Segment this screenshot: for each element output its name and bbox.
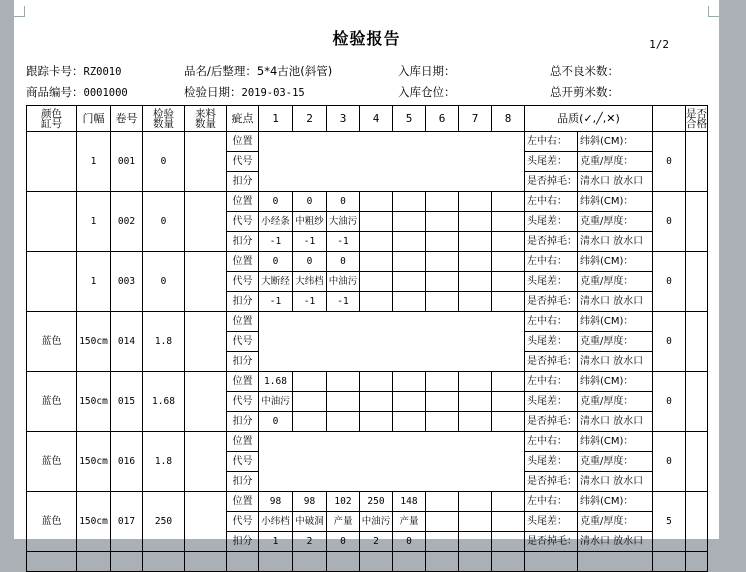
table-row: [27, 192, 708, 212]
header-roll: 卷号: [111, 106, 143, 132]
quality-label-left: 头尾差：: [525, 212, 578, 232]
track-number: 跟踪卡号：RZ0010: [26, 64, 122, 78]
defect-cell-code-8: [492, 392, 525, 412]
inspection-table: [26, 105, 708, 572]
defect-cell-pos-5: [393, 192, 426, 212]
defect-cell-pos-5: [393, 372, 426, 392]
quality-label-left: 头尾差：: [525, 152, 578, 172]
row-width: 1: [77, 252, 111, 312]
defect-cell-pos-4: 250: [360, 492, 393, 512]
defect-cell-pos-5: 148: [393, 492, 426, 512]
row-width: 1: [77, 132, 111, 192]
defect-cell-pos-6: [426, 492, 459, 512]
defect-cell-pos-2: [293, 372, 327, 392]
row-color: 蓝色: [27, 432, 77, 492]
defect-cell-code-5: [393, 272, 426, 292]
defect-cell-code-3: [327, 392, 360, 412]
defect-cell-pos-1: 0: [259, 192, 293, 212]
in-date: 入库日期：: [398, 64, 456, 78]
defect-cell-pos-8: [492, 192, 525, 212]
defect-cell-score-7: [459, 232, 492, 252]
row-roll: 014: [111, 312, 143, 372]
header-line: 数量: [195, 117, 216, 130]
defect-cell-score-3: 0: [327, 532, 360, 552]
row-color: [27, 252, 77, 312]
header-pass-blank: [653, 106, 686, 132]
quality-label-right: 克重/厚度：: [578, 512, 653, 532]
row-sub-label: 位置: [227, 492, 259, 512]
row-incoming: [185, 312, 227, 372]
row-result: 0: [653, 372, 686, 432]
quality-label-right: 清水口 放水口: [578, 172, 653, 192]
row-inspected: 1.8: [143, 432, 185, 492]
defect-cell-score-5: [393, 232, 426, 252]
defect-cell-score-6: [426, 292, 459, 312]
defect-cell-score-2: -1: [293, 232, 327, 252]
row-color: 蓝色: [27, 312, 77, 372]
defect-cell-pos-2: 0: [293, 192, 327, 212]
row-width: 150cm: [77, 492, 111, 552]
quality-label-left: 左中右：: [525, 372, 578, 392]
row-sub-label: 代号: [227, 212, 259, 232]
header-line: 缸号: [41, 117, 62, 130]
defect-cell-code-4: [360, 272, 393, 292]
product-name: 品名/后整理：5*4古池(斜管): [184, 64, 333, 78]
defect-cell-score-4: [360, 412, 393, 432]
row-sub-label: 代号: [227, 272, 259, 292]
quality-label-left: 是否掉毛：: [525, 292, 578, 312]
quality-label-left: 左中右：: [525, 252, 578, 272]
row-result: 0: [653, 192, 686, 252]
quality-label-left: 左中右：: [525, 312, 578, 332]
row-roll: 003: [111, 252, 143, 312]
defect-cell-code-8: [492, 272, 525, 292]
quality-label-right: 纬斜(CM)：: [578, 312, 653, 332]
quality-label-left: 是否掉毛：: [525, 232, 578, 252]
quality-label-left: 是否掉毛：: [525, 172, 578, 192]
defect-cell-score-7: [459, 292, 492, 312]
defect-cell-pos-3: 0: [327, 252, 360, 272]
defect-cell-score-1: -1: [259, 292, 293, 312]
defect-cell-score-5: [393, 292, 426, 312]
defect-cell-code-7: [459, 212, 492, 232]
defect-cell-pos-4: [360, 192, 393, 212]
header-line: 检验: [153, 107, 174, 120]
defect-cell-score-2: 2: [293, 532, 327, 552]
partial-cell: [426, 552, 459, 572]
header-col-3: 3: [327, 106, 360, 132]
defect-cell-score-8: [492, 412, 525, 432]
defect-cell-code-4: [360, 392, 393, 412]
header-line: 颜色: [41, 107, 62, 120]
defect-cell-score-6: [426, 412, 459, 432]
header-quality: 品质(✓,╱,✕): [525, 106, 653, 132]
defect-cell-code-1: 小纬档: [259, 512, 293, 532]
table-row: [27, 312, 708, 332]
partial-cell: [259, 552, 293, 572]
quality-label-right: 纬斜(CM)：: [578, 192, 653, 212]
defect-cell-code-5: [393, 212, 426, 232]
quality-label-left: 左中右：: [525, 432, 578, 452]
row-defect-empty: [259, 432, 525, 492]
crop-mark-tl: [14, 6, 25, 17]
row-pass: [686, 132, 708, 192]
storage-location: 入库仓位：: [398, 85, 456, 99]
report-sheet: [14, 0, 719, 547]
row-inspected: 1.68: [143, 372, 185, 432]
row-pass: [686, 492, 708, 552]
header-defect: 疵点: [227, 106, 259, 132]
quality-label-left: 头尾差：: [525, 392, 578, 412]
defect-cell-code-6: [426, 512, 459, 532]
defect-cell-score-1: -1: [259, 232, 293, 252]
row-width: 1: [77, 192, 111, 252]
table-row: [27, 492, 708, 512]
partial-cell: [686, 552, 708, 572]
check-date: 检验日期：2019-03-15: [184, 85, 305, 99]
partial-cell: [393, 552, 426, 572]
defect-cell-pos-7: [459, 192, 492, 212]
row-roll: 002: [111, 192, 143, 252]
quality-label-left: 是否掉毛：: [525, 412, 578, 432]
quality-label-right: 清水口 放水口: [578, 352, 653, 372]
row-incoming: [185, 192, 227, 252]
defect-cell-pos-6: [426, 252, 459, 272]
defect-cell-code-7: [459, 512, 492, 532]
quality-label-right: 纬斜(CM)：: [578, 132, 653, 152]
quality-label-right: 克重/厚度：: [578, 452, 653, 472]
defect-cell-code-3: 中油污: [327, 272, 360, 292]
quality-label-left: 头尾差：: [525, 452, 578, 472]
quality-label-left: 是否掉毛：: [525, 532, 578, 552]
header-col-8: 8: [492, 106, 525, 132]
partial-cell: [227, 552, 259, 572]
partial-cell: [185, 552, 227, 572]
quality-label-right: 清水口 放水口: [578, 532, 653, 552]
defect-cell-code-2: [293, 392, 327, 412]
defect-cell-code-8: [492, 212, 525, 232]
row-sub-label: 扣分: [227, 352, 259, 372]
row-sub-label: 位置: [227, 432, 259, 452]
row-sub-label: 代号: [227, 512, 259, 532]
partial-cell: [653, 552, 686, 572]
table-row: [27, 252, 708, 272]
total-bad-meters: 总不良米数：: [550, 64, 619, 78]
defect-cell-pos-2: 98: [293, 492, 327, 512]
row-sub-label: 扣分: [227, 232, 259, 252]
defect-cell-score-1: 0: [259, 412, 293, 432]
defect-cell-score-3: -1: [327, 232, 360, 252]
row-width: 150cm: [77, 432, 111, 492]
defect-cell-code-2: 中破洞: [293, 512, 327, 532]
defect-cell-code-3: 产量: [327, 512, 360, 532]
defect-cell-code-6: [426, 212, 459, 232]
defect-cell-pos-6: [426, 192, 459, 212]
row-width: 150cm: [77, 312, 111, 372]
defect-cell-code-1: 小经条: [259, 212, 293, 232]
header-line: 数量: [153, 117, 174, 130]
header-color: [27, 106, 77, 132]
defect-cell-code-6: [426, 392, 459, 412]
row-sub-label: 扣分: [227, 172, 259, 192]
defect-cell-code-2: 中粗纱: [293, 212, 327, 232]
row-sub-label: 位置: [227, 312, 259, 332]
table-row: [27, 132, 708, 152]
row-sub-label: 代号: [227, 392, 259, 412]
row-sub-label: 位置: [227, 252, 259, 272]
defect-cell-score-8: [492, 232, 525, 252]
partial-cell: [492, 552, 525, 572]
defect-cell-pos-7: [459, 372, 492, 392]
row-incoming: [185, 492, 227, 552]
header-row: [27, 106, 708, 132]
defect-cell-score-4: 2: [360, 532, 393, 552]
defect-cell-pos-6: [426, 372, 459, 392]
defect-cell-pos-3: 102: [327, 492, 360, 512]
defect-cell-pos-7: [459, 252, 492, 272]
defect-cell-score-3: [327, 412, 360, 432]
quality-label-right: 清水口 放水口: [578, 292, 653, 312]
row-sub-label: 扣分: [227, 532, 259, 552]
row-sub-label: 代号: [227, 452, 259, 472]
defect-cell-code-3: 大油污: [327, 212, 360, 232]
row-inspected: 0: [143, 132, 185, 192]
row-pass: [686, 312, 708, 372]
partial-cell: [327, 552, 360, 572]
defect-cell-code-1: 中油污: [259, 392, 293, 412]
quality-label-right: 克重/厚度：: [578, 152, 653, 172]
row-sub-label: 位置: [227, 192, 259, 212]
report-title: 检验报告: [332, 29, 401, 48]
header-col-5: 5: [393, 106, 426, 132]
row-inspected: 1.8: [143, 312, 185, 372]
row-pass: [686, 252, 708, 312]
defect-cell-pos-5: [393, 252, 426, 272]
defect-cell-pos-8: [492, 492, 525, 512]
quality-label-right: 纬斜(CM)：: [578, 492, 653, 512]
defect-cell-score-8: [492, 532, 525, 552]
header-col-1: 1: [259, 106, 293, 132]
header-col-2: 2: [293, 106, 327, 132]
defect-cell-score-6: [426, 232, 459, 252]
defect-cell-pos-1: 1.68: [259, 372, 293, 392]
defect-cell-code-7: [459, 272, 492, 292]
defect-cell-score-5: [393, 412, 426, 432]
quality-label-left: 是否掉毛：: [525, 352, 578, 372]
row-incoming: [185, 132, 227, 192]
defect-cell-code-6: [426, 272, 459, 292]
header-col-7: 7: [459, 106, 492, 132]
row-result: 0: [653, 432, 686, 492]
defect-cell-code-2: 大纬档: [293, 272, 327, 292]
quality-label-left: 左中右：: [525, 492, 578, 512]
row-color: 蓝色: [27, 372, 77, 432]
row-result: 0: [653, 312, 686, 372]
row-sub-label: 代号: [227, 152, 259, 172]
header-line: 来料: [195, 107, 216, 120]
defect-cell-code-8: [492, 512, 525, 532]
partial-cell: [111, 552, 143, 572]
row-sub-label: 位置: [227, 132, 259, 152]
row-roll: 015: [111, 372, 143, 432]
row-result: 0: [653, 132, 686, 192]
partial-cell: [578, 552, 653, 572]
quality-label-left: 头尾差：: [525, 332, 578, 352]
partial-cell: [459, 552, 492, 572]
header-line: 是否: [686, 107, 707, 120]
quality-label-right: 清水口 放水口: [578, 472, 653, 492]
defect-cell-score-3: -1: [327, 292, 360, 312]
defect-cell-score-5: 0: [393, 532, 426, 552]
quality-label-right: 纬斜(CM)：: [578, 252, 653, 272]
row-roll: 016: [111, 432, 143, 492]
row-pass: [686, 192, 708, 252]
total-cut-meters: 总开剪米数：: [550, 85, 619, 99]
defect-cell-score-7: [459, 412, 492, 432]
row-incoming: [185, 432, 227, 492]
quality-label-right: 纬斜(CM)：: [578, 432, 653, 452]
defect-cell-pos-4: [360, 372, 393, 392]
quality-label-left: 头尾差：: [525, 272, 578, 292]
partial-cell: [27, 552, 77, 572]
partial-cell: [360, 552, 393, 572]
defect-cell-code-4: [360, 212, 393, 232]
item-number: 商品编号：0001000: [26, 85, 128, 99]
quality-label-left: 头尾差：: [525, 512, 578, 532]
row-color: [27, 192, 77, 252]
row-color: [27, 132, 77, 192]
header-col-4: 4: [360, 106, 393, 132]
quality-label-left: 是否掉毛：: [525, 472, 578, 492]
table-row-partial: [27, 552, 708, 572]
header-incoming: [185, 106, 227, 132]
quality-label-right: 清水口 放水口: [578, 232, 653, 252]
crop-mark-tr: [708, 6, 719, 17]
table-row: [27, 372, 708, 392]
partial-cell: [293, 552, 327, 572]
row-defect-empty: [259, 132, 525, 192]
defect-cell-score-2: [293, 412, 327, 432]
partial-cell: [525, 552, 578, 572]
row-pass: [686, 432, 708, 492]
defect-cell-score-7: [459, 532, 492, 552]
row-roll: 017: [111, 492, 143, 552]
row-width: 150cm: [77, 372, 111, 432]
quality-label-right: 清水口 放水口: [578, 412, 653, 432]
row-result: 5: [653, 492, 686, 552]
defect-cell-score-6: [426, 532, 459, 552]
defect-cell-score-4: [360, 292, 393, 312]
row-sub-label: 扣分: [227, 412, 259, 432]
defect-cell-pos-4: [360, 252, 393, 272]
quality-label-right: 纬斜(CM)：: [578, 372, 653, 392]
quality-label-right: 克重/厚度：: [578, 212, 653, 232]
header-line: 合格: [686, 117, 707, 130]
page-number: 1/2: [649, 38, 669, 51]
row-result: 0: [653, 252, 686, 312]
quality-label-left: 左中右：: [525, 192, 578, 212]
defect-cell-pos-3: 0: [327, 192, 360, 212]
header-col-6: 6: [426, 106, 459, 132]
partial-cell: [77, 552, 111, 572]
quality-label-right: 克重/厚度：: [578, 272, 653, 292]
quality-label-right: 克重/厚度：: [578, 392, 653, 412]
quality-label-left: 左中右：: [525, 132, 578, 152]
defect-cell-pos-1: 98: [259, 492, 293, 512]
defect-cell-pos-8: [492, 372, 525, 392]
defect-cell-code-1: 大断经: [259, 272, 293, 292]
row-sub-label: 位置: [227, 372, 259, 392]
quality-label-right: 克重/厚度：: [578, 332, 653, 352]
defect-cell-pos-2: 0: [293, 252, 327, 272]
row-inspected: 250: [143, 492, 185, 552]
partial-cell: [143, 552, 185, 572]
row-incoming: [185, 372, 227, 432]
defect-cell-score-1: 1: [259, 532, 293, 552]
row-defect-empty: [259, 312, 525, 372]
defect-cell-score-2: -1: [293, 292, 327, 312]
row-inspected: 0: [143, 252, 185, 312]
defect-cell-code-4: 中油污: [360, 512, 393, 532]
row-color: 蓝色: [27, 492, 77, 552]
header-width: 门幅: [77, 106, 111, 132]
defect-cell-pos-7: [459, 492, 492, 512]
row-sub-label: 代号: [227, 332, 259, 352]
defect-cell-code-5: 产量: [393, 512, 426, 532]
defect-cell-code-5: [393, 392, 426, 412]
table-row: [27, 432, 708, 452]
row-roll: 001: [111, 132, 143, 192]
row-sub-label: 扣分: [227, 292, 259, 312]
row-sub-label: 扣分: [227, 472, 259, 492]
defect-cell-score-8: [492, 292, 525, 312]
defect-cell-score-4: [360, 232, 393, 252]
defect-cell-code-7: [459, 392, 492, 412]
defect-cell-pos-8: [492, 252, 525, 272]
row-pass: [686, 372, 708, 432]
row-incoming: [185, 252, 227, 312]
defect-cell-pos-3: [327, 372, 360, 392]
header-inspected: [143, 106, 185, 132]
defect-cell-pos-1: 0: [259, 252, 293, 272]
header-pass: [686, 106, 708, 132]
row-inspected: 0: [143, 192, 185, 252]
